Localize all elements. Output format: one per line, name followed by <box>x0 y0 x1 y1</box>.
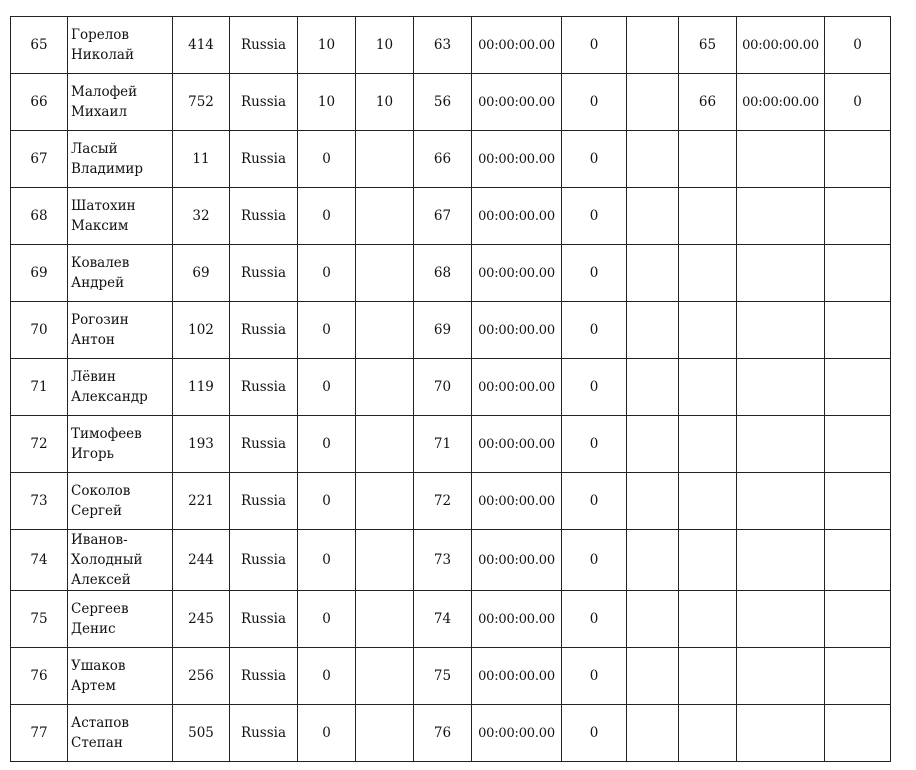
time-2-cell: 00:00:00.00 <box>737 17 825 74</box>
blank-cell <box>627 416 679 473</box>
time-2-cell <box>737 648 825 705</box>
name-cell <box>68 302 173 359</box>
blank-cell <box>627 74 679 131</box>
blank-cell <box>627 591 679 648</box>
blank-cell <box>627 302 679 359</box>
table-row <box>11 302 891 359</box>
blank-cell <box>627 648 679 705</box>
time-2-cell <box>737 705 825 762</box>
penalty-2-cell <box>825 416 891 473</box>
bib-cell: 32 <box>173 188 230 245</box>
bib-cell: 11 <box>173 131 230 188</box>
penalty-2-cell <box>825 131 891 188</box>
place-cell: 73 <box>11 473 68 530</box>
time-2-cell <box>737 245 825 302</box>
country-cell: Russia <box>230 302 298 359</box>
blank-cell <box>627 530 679 591</box>
table-row <box>11 648 891 705</box>
score-1-cell: 0 <box>298 188 356 245</box>
score-1-cell: 0 <box>298 302 356 359</box>
bib-cell: 102 <box>173 302 230 359</box>
penalty-1-cell: 0 <box>562 648 627 705</box>
place-cell: 74 <box>11 530 68 591</box>
time-1-cell: 00:00:00.00 <box>472 74 562 131</box>
name-cell <box>68 648 173 705</box>
time-1-cell: 00:00:00.00 <box>472 302 562 359</box>
penalty-2-cell <box>825 245 891 302</box>
name-line: Ковалев <box>71 255 130 271</box>
blank-cell <box>627 705 679 762</box>
penalty-2-cell <box>825 705 891 762</box>
name-line: Малофей <box>71 84 138 100</box>
bib-cell: 244 <box>173 530 230 591</box>
rank-2-cell <box>679 591 737 648</box>
name-line: Ушаков <box>71 658 126 674</box>
table-row <box>11 131 891 188</box>
rank-2-cell: 65 <box>679 17 737 74</box>
rank-1-cell: 63 <box>414 17 472 74</box>
penalty-1-cell: 0 <box>562 245 627 302</box>
time-2-cell: 00:00:00.00 <box>737 74 825 131</box>
table-row <box>11 473 891 530</box>
time-1-cell: 00:00:00.00 <box>472 416 562 473</box>
rank-2-cell <box>679 188 737 245</box>
name-line: Игорь <box>71 446 114 462</box>
rank-1-cell: 66 <box>414 131 472 188</box>
table-row <box>11 416 891 473</box>
place-cell: 71 <box>11 359 68 416</box>
penalty-2-cell: 0 <box>825 74 891 131</box>
place-cell: 68 <box>11 188 68 245</box>
country-cell: Russia <box>230 74 298 131</box>
name-cell <box>68 473 173 530</box>
penalty-2-cell: 0 <box>825 17 891 74</box>
time-2-cell <box>737 188 825 245</box>
country-cell: Russia <box>230 530 298 591</box>
name-line: Холодный <box>71 552 143 568</box>
rank-2-cell <box>679 245 737 302</box>
country-cell: Russia <box>230 648 298 705</box>
table-row <box>11 17 891 74</box>
score-2-cell <box>356 648 414 705</box>
name-line: Антон <box>71 332 115 348</box>
rank-1-cell: 69 <box>414 302 472 359</box>
name-line: Рогозин <box>71 312 129 328</box>
bib-cell: 752 <box>173 74 230 131</box>
results-body <box>11 17 891 762</box>
rank-1-cell: 75 <box>414 648 472 705</box>
bib-cell: 69 <box>173 245 230 302</box>
score-2-cell <box>356 530 414 591</box>
bib-cell: 505 <box>173 705 230 762</box>
name-line: Степан <box>71 735 123 751</box>
rank-1-cell: 70 <box>414 359 472 416</box>
penalty-1-cell: 0 <box>562 359 627 416</box>
name-line: Николай <box>71 47 134 63</box>
country-cell: Russia <box>230 359 298 416</box>
results-table <box>10 16 891 762</box>
rank-1-cell: 72 <box>414 473 472 530</box>
score-1-cell: 0 <box>298 245 356 302</box>
bib-cell: 245 <box>173 591 230 648</box>
penalty-1-cell: 0 <box>562 530 627 591</box>
score-2-cell <box>356 302 414 359</box>
score-1-cell: 10 <box>298 17 356 74</box>
score-2-cell <box>356 705 414 762</box>
blank-cell <box>627 359 679 416</box>
country-cell: Russia <box>230 245 298 302</box>
name-line: Ласый <box>71 141 118 157</box>
time-1-cell: 00:00:00.00 <box>472 530 562 591</box>
country-cell: Russia <box>230 131 298 188</box>
place-cell: 67 <box>11 131 68 188</box>
score-1-cell: 0 <box>298 530 356 591</box>
place-cell: 76 <box>11 648 68 705</box>
name-line: Лёвин <box>71 369 116 385</box>
time-1-cell: 00:00:00.00 <box>472 473 562 530</box>
name-line: Соколов <box>71 483 131 499</box>
name-line: Денис <box>71 621 116 637</box>
place-cell: 69 <box>11 245 68 302</box>
rank-1-cell: 67 <box>414 188 472 245</box>
table-row <box>11 74 891 131</box>
penalty-1-cell: 0 <box>562 131 627 188</box>
rank-2-cell <box>679 131 737 188</box>
place-cell: 70 <box>11 302 68 359</box>
rank-2-cell <box>679 359 737 416</box>
score-1-cell: 0 <box>298 591 356 648</box>
time-1-cell: 00:00:00.00 <box>472 245 562 302</box>
score-1-cell: 0 <box>298 648 356 705</box>
time-1-cell: 00:00:00.00 <box>472 648 562 705</box>
score-2-cell: 10 <box>356 74 414 131</box>
score-2-cell <box>356 591 414 648</box>
bib-cell: 256 <box>173 648 230 705</box>
country-cell: Russia <box>230 188 298 245</box>
bib-cell: 193 <box>173 416 230 473</box>
score-1-cell: 0 <box>298 705 356 762</box>
name-cell <box>68 359 173 416</box>
time-1-cell: 00:00:00.00 <box>472 17 562 74</box>
name-line: Максим <box>71 218 129 234</box>
penalty-2-cell <box>825 648 891 705</box>
name-cell <box>68 416 173 473</box>
penalty-2-cell <box>825 188 891 245</box>
bib-cell: 414 <box>173 17 230 74</box>
penalty-1-cell: 0 <box>562 302 627 359</box>
penalty-2-cell <box>825 302 891 359</box>
rank-1-cell: 73 <box>414 530 472 591</box>
table-row <box>11 705 891 762</box>
blank-cell <box>627 245 679 302</box>
penalty-1-cell: 0 <box>562 74 627 131</box>
bib-cell: 119 <box>173 359 230 416</box>
rank-1-cell: 76 <box>414 705 472 762</box>
rank-2-cell: 66 <box>679 74 737 131</box>
score-2-cell <box>356 473 414 530</box>
time-2-cell <box>737 416 825 473</box>
name-line: Андрей <box>71 275 125 291</box>
name-line: Владимир <box>71 161 143 177</box>
name-cell <box>68 131 173 188</box>
name-line: Михаил <box>71 104 128 120</box>
blank-cell <box>627 131 679 188</box>
name-line: Шатохин <box>71 198 136 214</box>
blank-cell <box>627 17 679 74</box>
name-line: Сергей <box>71 503 123 519</box>
penalty-1-cell: 0 <box>562 591 627 648</box>
penalty-1-cell: 0 <box>562 705 627 762</box>
rank-2-cell <box>679 473 737 530</box>
place-cell: 75 <box>11 591 68 648</box>
score-2-cell <box>356 416 414 473</box>
time-2-cell <box>737 359 825 416</box>
name-line: Тимофеев <box>71 426 142 442</box>
place-cell: 65 <box>11 17 68 74</box>
rank-2-cell <box>679 416 737 473</box>
score-2-cell <box>356 245 414 302</box>
penalty-2-cell <box>825 359 891 416</box>
time-1-cell: 00:00:00.00 <box>472 359 562 416</box>
name-cell <box>68 245 173 302</box>
time-2-cell <box>737 530 825 591</box>
score-2-cell <box>356 131 414 188</box>
score-1-cell: 0 <box>298 473 356 530</box>
table-row <box>11 591 891 648</box>
penalty-2-cell <box>825 591 891 648</box>
rank-2-cell <box>679 302 737 359</box>
score-1-cell: 0 <box>298 359 356 416</box>
table-row <box>11 530 891 591</box>
score-1-cell: 0 <box>298 416 356 473</box>
place-cell: 72 <box>11 416 68 473</box>
table-row <box>11 188 891 245</box>
penalty-1-cell: 0 <box>562 17 627 74</box>
country-cell: Russia <box>230 416 298 473</box>
name-line: Астапов <box>71 715 130 731</box>
score-1-cell: 0 <box>298 131 356 188</box>
country-cell: Russia <box>230 705 298 762</box>
name-cell <box>68 530 173 591</box>
country-cell: Russia <box>230 17 298 74</box>
time-2-cell <box>737 473 825 530</box>
penalty-2-cell <box>825 473 891 530</box>
score-2-cell <box>356 188 414 245</box>
rank-1-cell: 74 <box>414 591 472 648</box>
name-cell <box>68 591 173 648</box>
name-line: Александр <box>71 389 148 405</box>
penalty-1-cell: 0 <box>562 188 627 245</box>
rank-2-cell <box>679 530 737 591</box>
table-row <box>11 359 891 416</box>
time-1-cell: 00:00:00.00 <box>472 188 562 245</box>
score-2-cell <box>356 359 414 416</box>
blank-cell <box>627 473 679 530</box>
name-line: Артем <box>71 678 116 694</box>
table-row <box>11 245 891 302</box>
blank-cell <box>627 188 679 245</box>
bib-cell: 221 <box>173 473 230 530</box>
name-cell <box>68 74 173 131</box>
country-cell: Russia <box>230 591 298 648</box>
name-cell <box>68 705 173 762</box>
name-cell <box>68 188 173 245</box>
score-1-cell: 10 <box>298 74 356 131</box>
name-line: Горелов <box>71 27 130 43</box>
time-1-cell: 00:00:00.00 <box>472 705 562 762</box>
time-2-cell <box>737 131 825 188</box>
name-line: Иванов- <box>71 532 128 548</box>
name-line: Алексей <box>71 572 131 588</box>
penalty-2-cell <box>825 530 891 591</box>
rank-2-cell <box>679 705 737 762</box>
name-line: Сергеев <box>71 601 129 617</box>
time-2-cell <box>737 591 825 648</box>
time-1-cell: 00:00:00.00 <box>472 131 562 188</box>
name-cell <box>68 17 173 74</box>
place-cell: 66 <box>11 74 68 131</box>
score-2-cell: 10 <box>356 17 414 74</box>
rank-1-cell: 56 <box>414 74 472 131</box>
penalty-1-cell: 0 <box>562 416 627 473</box>
rank-1-cell: 68 <box>414 245 472 302</box>
place-cell: 77 <box>11 705 68 762</box>
country-cell: Russia <box>230 473 298 530</box>
penalty-1-cell: 0 <box>562 473 627 530</box>
rank-2-cell <box>679 648 737 705</box>
rank-1-cell: 71 <box>414 416 472 473</box>
time-2-cell <box>737 302 825 359</box>
time-1-cell: 00:00:00.00 <box>472 591 562 648</box>
